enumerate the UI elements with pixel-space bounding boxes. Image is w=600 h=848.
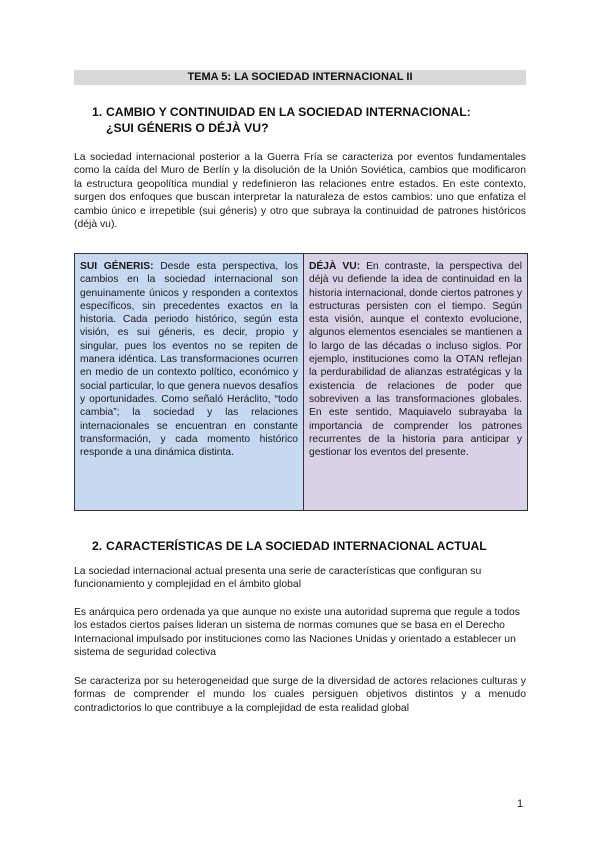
- deja-vu-text: En contraste, la perspectiva del déjà vu defiende la idea de continuidad en la historia internacional, donde ciertos patrones y estructuras persisten con el tiempo. Según esta visión, aunque el contexto evolucione, algunos elementos esenciales se mantienen a lo largo de las décadas o incluso siglos. Por ejemplo, instituciones como la OTAN reflejan la perdurabilidad de alianzas estratégicas y la existencia de relaciones de poder que sobreviven a las transformaciones globales. En este sentido, Maquiavelo subrayaba la importancia de comprender los patrones recurrentes de la historia para anticipar y gestionar los eventos del presente.: [309, 261, 523, 459]
- section-1-title-line1: CAMBIO Y CONTINUIDAD EN LA SOCIEDAD INTERNACIONAL:: [106, 105, 471, 119]
- deja-vu-cell: [304, 254, 527, 510]
- paragraph-2: Es anárquica pero ordenada ya que aunque no existe una autoridad suprema que regule a todos los estados ciertos países lideran un sistema de normas comunes que se basa en el Derecho Internacional impulsado por instituciones como las Naciones Unidas y orientado a establecer un sistema de seguridad colectiva: [74, 607, 520, 659]
- deja-vu-label: DÉJÀ VU:: [309, 261, 361, 272]
- section-1-title-line2: ¿SUI GÉNERIS O DÉJÀ VU?: [106, 121, 269, 135]
- section-1-number: 1.: [92, 105, 103, 119]
- comparison-table: [74, 253, 528, 511]
- section-2-title: CARACTERÍSTICAS DE LA SOCIEDAD INTERNACIONAL ACTUAL: [106, 539, 487, 553]
- sui-generis-label: SUI GÉNERIS:: [80, 261, 154, 272]
- sui-generis-cell: [75, 254, 304, 510]
- sui-generis-text: Desde esta perspectiva, los cambios en la sociedad internacional son genuinamente únicos y responden a contextos específicos, sin precedentes exactos en la historia. Cada periodo histórico, según esta visión, es sui géneris, es decir, propio y singular, pues los eventos no se repiten de manera idéntica. Las transformaciones ocurren en medio de un contexto político, económico y social particular, lo que genera nuevos desafíos y oportunidades. Como señaló Heráclito, “todo cambia”; la sociedad y las relaciones internacionales se encuentran en constante transformación, y cada momento histórico responde a una dinámica distinta.: [80, 261, 298, 459]
- section-2-number: 2.: [92, 539, 103, 553]
- section-1-heading: [92, 104, 522, 136]
- intro-paragraph: La sociedad internacional posterior a la Guerra Fría se caracteriza por eventos fundamentales como la caída del Muro de Berlín y la disolución de la Unión Soviética, cambios que modificaron la estructura geopolítica mundial y redefinieron las relaciones entre estados. En este contexto, surgen dos enfoques que buscan interpretar la naturaleza de estos cambios: uno que enfatiza el cambio único e irrepetible (sui géneris) y otro que subraya la continuidad de patrones históricos (déjà vu).: [74, 152, 526, 231]
- paragraph-3: Se caracteriza por su heterogeneidad que surge de la diversidad de actores relaciones culturas y formas de comprender el mundo los cuales persiguen objetivos distintos y a menudo contradictorios lo que contribuye a la complejidad de esta realidad global: [74, 676, 526, 714]
- page-number: 1: [517, 798, 524, 810]
- section-2-heading: [92, 538, 522, 554]
- paragraph-1: La sociedad internacional actual presenta una serie de características que configuran su funcionamiento y complejidad en el ámbito global: [74, 566, 482, 591]
- topic-header: TEMA 5: LA SOCIEDAD INTERNACIONAL II: [74, 70, 526, 85]
